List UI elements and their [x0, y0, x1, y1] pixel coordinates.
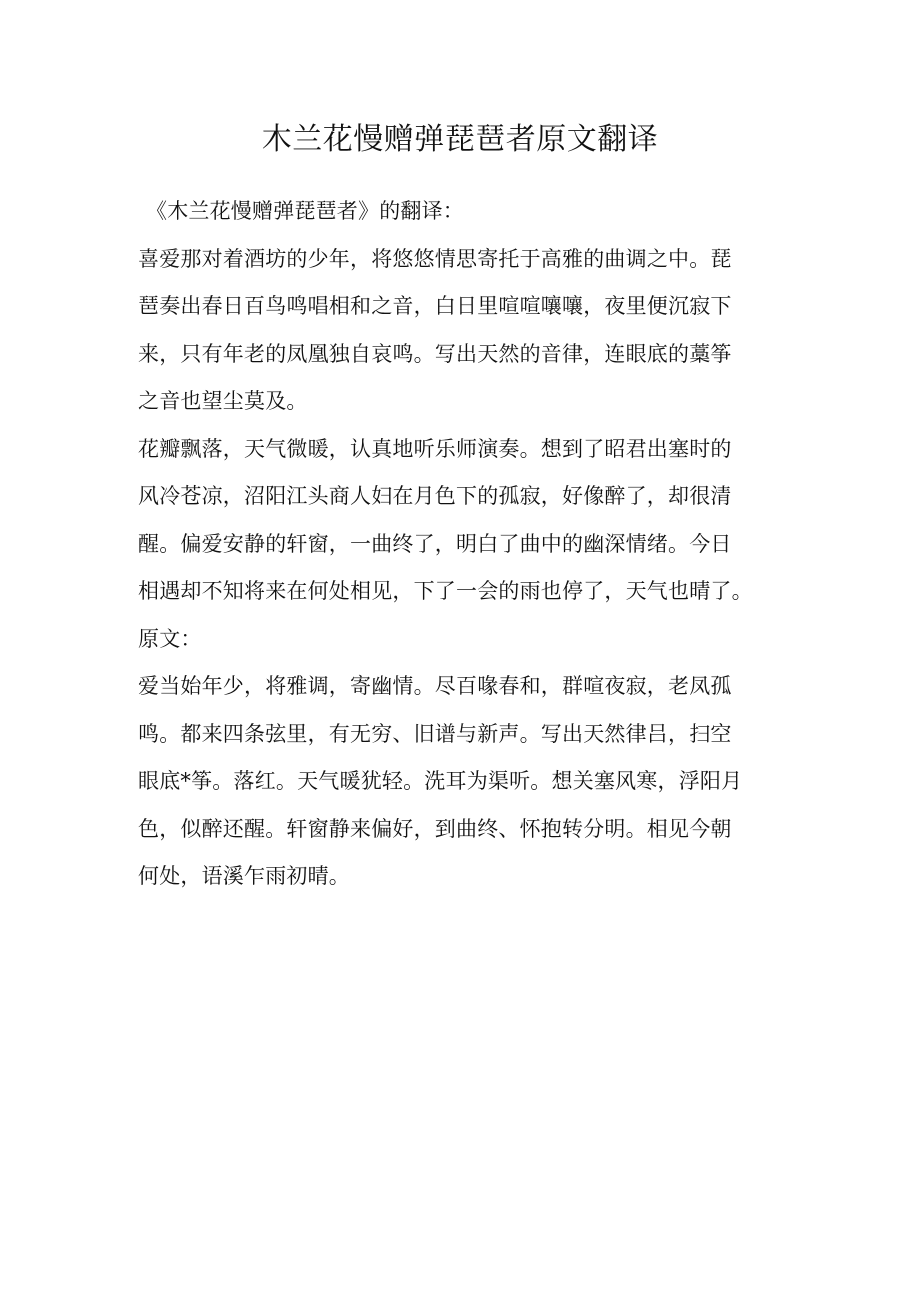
text-line: 色，似醉还醒。轩窗静来偏好，到曲终、怀抱转分明。相见今朝: [138, 816, 732, 841]
document-body: [138, 188, 808, 901]
text-line: 之音也望尘莫及。: [138, 389, 308, 413]
text-line: 花瓣飘落，天气微暖，认真地听乐师演奏。想到了昭君出塞时的: [138, 436, 732, 461]
text-line: 何处，语溪乍雨初晴。: [138, 864, 350, 888]
text-line: 爱当始年少，将雅调，寄幽情。尽百喙春和，群喧夜寂，老凤孤: [138, 674, 732, 698]
text-line: 喜爱那对着酒坊的少年，将悠悠情思寄托于高雅的曲调之中。琵: [138, 246, 732, 271]
document-title: 木兰花慢赠弹琵琶者原文翻译: [261, 122, 659, 157]
text-line: 来，只有年老的凤凰独自哀鸣。写出天然的音律，连眼底的藁筝: [138, 341, 732, 366]
original-heading: 原文：: [138, 626, 202, 651]
text-line: 相遇却不知将来在何处相见，下了一会的雨也停了，天气也晴了。: [138, 579, 753, 603]
text-line: 醒。偏爱安静的轩窗，一曲终了，明白了曲中的幽深情绪。今日: [138, 531, 732, 556]
text-line: 风冷苍凉，沼阳江头商人妇在月色下的孤寂，好像醉了，却很清: [138, 484, 732, 508]
text-line: 眼底*筝。落红。天气暖犹轻。洗耳为渠听。想关塞风寒，浮阳月: [138, 769, 743, 793]
translation-heading: 《木兰花慢赠弹琵琶者》的翻译：: [146, 199, 464, 223]
text-line: 鸣。都来四条弦里，有无穷、旧谱与新声。写出天然律吕，扫空: [138, 721, 732, 746]
text-line: 琶奏出春日百鸟鸣唱相和之音，白日里喧喧嚷嚷，夜里便沉寂下: [138, 294, 732, 318]
